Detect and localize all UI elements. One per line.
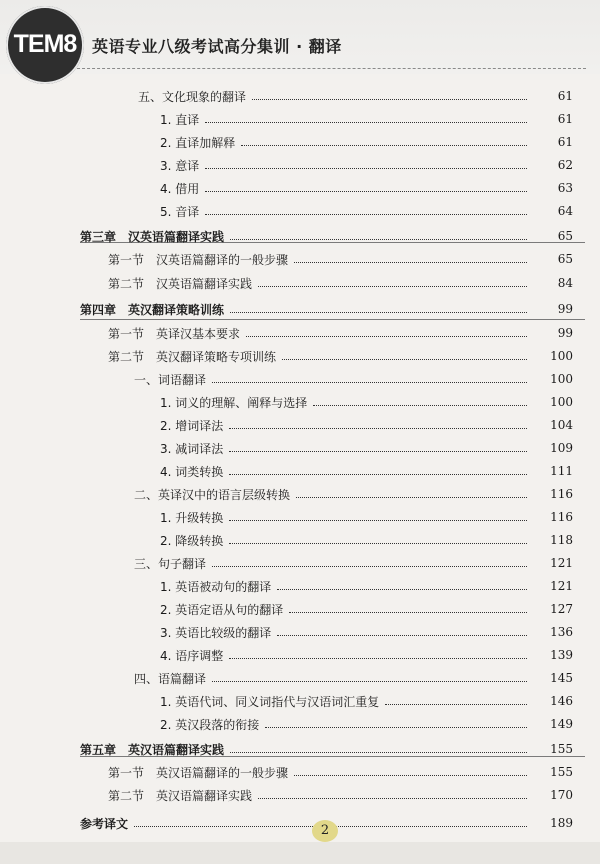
toc-entry-page: 149 bbox=[550, 717, 573, 731]
leader-dots bbox=[229, 658, 527, 659]
toc-entry[interactable] bbox=[0, 690, 600, 712]
toc-entry-page: 61 bbox=[557, 135, 573, 149]
toc-entry-title: 第三章 汉英语篇翻译实践 bbox=[80, 229, 225, 244]
toc-entry-page: 145 bbox=[550, 671, 573, 685]
toc-entry-page: 63 bbox=[557, 181, 573, 195]
toc-entry-title: 二、英译汉中的语言层级转换 bbox=[134, 487, 291, 502]
toc-entry-page: 136 bbox=[550, 625, 573, 639]
toc-entry[interactable] bbox=[0, 154, 600, 176]
toc-entry-page: 121 bbox=[550, 556, 573, 570]
toc-entry-page: 170 bbox=[550, 788, 573, 802]
toc-entry-title: 三、句子翻译 bbox=[134, 556, 207, 571]
toc-entry-page: 146 bbox=[550, 694, 573, 708]
toc-entry[interactable] bbox=[0, 345, 600, 367]
leader-dots bbox=[282, 359, 527, 360]
toc-entry-title: 4. 词类转换 bbox=[160, 464, 224, 479]
leader-dots bbox=[258, 798, 527, 799]
toc-entry-page: 155 bbox=[550, 742, 573, 756]
toc-entry-title: 五、文化现象的翻译 bbox=[138, 89, 247, 104]
leader-dots bbox=[313, 405, 527, 406]
book-title: 英语专业八级考试高分集训 · 翻译 bbox=[92, 37, 342, 56]
toc-entry-page: 116 bbox=[550, 510, 573, 524]
toc-entry-title: 2. 增词译法 bbox=[160, 418, 224, 433]
toc-entry[interactable] bbox=[0, 644, 600, 666]
toc-entry-title: 2. 降级转换 bbox=[160, 533, 224, 548]
toc-entry-title: 1. 词义的理解、阐释与选择 bbox=[160, 395, 308, 410]
leader-dots bbox=[205, 122, 527, 123]
toc-entry-title: 1. 英语被动句的翻译 bbox=[160, 579, 272, 594]
leader-dots bbox=[229, 474, 527, 475]
leader-dots bbox=[205, 191, 527, 192]
leader-dots bbox=[294, 262, 527, 263]
leader-dots bbox=[246, 336, 527, 337]
toc-entry-title: 3. 减词译法 bbox=[160, 441, 224, 456]
leader-dots bbox=[258, 286, 527, 287]
toc-entry[interactable] bbox=[0, 177, 600, 199]
toc-entry-page: 116 bbox=[550, 487, 573, 501]
toc-entry[interactable] bbox=[0, 131, 600, 153]
leader-dots bbox=[230, 239, 527, 240]
toc-entry[interactable] bbox=[0, 761, 600, 783]
toc-entry[interactable] bbox=[0, 248, 600, 270]
leader-dots bbox=[230, 312, 527, 313]
toc-entry-page: 100 bbox=[550, 395, 573, 409]
toc-chapter-entry[interactable] bbox=[0, 298, 600, 320]
toc-entry[interactable] bbox=[0, 414, 600, 436]
toc-entry[interactable] bbox=[0, 322, 600, 344]
toc-entry-page: 62 bbox=[557, 158, 573, 172]
leader-dots bbox=[230, 752, 527, 753]
toc-entry-page: 100 bbox=[550, 372, 573, 386]
toc-entry-title: 第五章 英汉语篇翻译实践 bbox=[80, 742, 225, 757]
leader-dots bbox=[289, 612, 527, 613]
toc-entry-title: 2. 直译加解释 bbox=[160, 135, 236, 150]
leader-dots bbox=[229, 520, 527, 521]
toc-entry[interactable] bbox=[0, 391, 600, 413]
toc-entry[interactable] bbox=[0, 437, 600, 459]
toc-entry[interactable] bbox=[0, 621, 600, 643]
leader-dots bbox=[294, 775, 527, 776]
toc-entry-page: 121 bbox=[550, 579, 573, 593]
toc-entry[interactable] bbox=[0, 460, 600, 482]
toc-entry[interactable] bbox=[0, 575, 600, 597]
toc-entry-page: 61 bbox=[557, 112, 573, 126]
toc-entry-title: 参考译文 bbox=[80, 816, 129, 831]
toc-entry-page: 111 bbox=[550, 464, 573, 478]
toc-entry[interactable] bbox=[0, 529, 600, 551]
toc-entry[interactable] bbox=[0, 200, 600, 222]
toc-entry-title: 第二节 英汉语篇翻译实践 bbox=[108, 788, 253, 803]
leader-dots bbox=[212, 681, 527, 682]
toc-entry-page: 155 bbox=[550, 765, 573, 779]
toc-entry[interactable] bbox=[0, 483, 600, 505]
toc-entry-title: 1. 升级转换 bbox=[160, 510, 224, 525]
leader-dots bbox=[212, 566, 527, 567]
leader-dots bbox=[229, 543, 527, 544]
toc-entry-page: 64 bbox=[557, 204, 573, 218]
page-number-badge bbox=[312, 820, 338, 842]
leader-dots bbox=[277, 589, 527, 590]
toc-entry-title: 第一节 英汉语篇翻译的一般步骤 bbox=[108, 765, 289, 780]
toc-entry[interactable] bbox=[0, 667, 600, 689]
toc-entry-title: 2. 英汉段落的衔接 bbox=[160, 717, 260, 732]
toc-entry-page: 109 bbox=[550, 441, 573, 455]
leader-dots bbox=[229, 451, 527, 452]
toc-entry-page: 99 bbox=[557, 302, 573, 316]
toc-entry-page: 65 bbox=[557, 229, 573, 243]
toc-entry[interactable] bbox=[0, 598, 600, 620]
toc-entry-page: 127 bbox=[550, 602, 573, 616]
toc-entry[interactable] bbox=[0, 368, 600, 390]
toc-entry-title: 第一节 英译汉基本要求 bbox=[108, 326, 241, 341]
toc-entry[interactable] bbox=[0, 85, 600, 107]
leader-dots bbox=[212, 382, 527, 383]
leader-dots bbox=[205, 214, 527, 215]
toc-entry-page: 84 bbox=[557, 276, 573, 290]
toc-entry-title: 3. 英语比较级的翻译 bbox=[160, 625, 272, 640]
toc-entry-page: 118 bbox=[550, 533, 573, 547]
toc-entry-page: 139 bbox=[550, 648, 573, 662]
toc-entry-title: 2. 英语定语从句的翻译 bbox=[160, 602, 284, 617]
logo-text: TEM8 bbox=[13, 30, 77, 58]
toc-entry-page: 61 bbox=[557, 89, 573, 103]
leader-dots bbox=[296, 497, 527, 498]
toc-entry-title: 一、词语翻译 bbox=[134, 372, 207, 387]
leader-dots bbox=[277, 635, 527, 636]
toc-entry[interactable] bbox=[0, 552, 600, 574]
toc-entry-title: 1. 直译 bbox=[160, 112, 200, 127]
toc-entry-title: 4. 借用 bbox=[160, 181, 200, 196]
toc-entry-title: 1. 英语代词、同义词指代与汉语词汇重复 bbox=[160, 694, 380, 709]
toc-entry-page: 65 bbox=[557, 252, 573, 266]
toc-chapter-entry[interactable] bbox=[0, 225, 600, 247]
toc-entry[interactable] bbox=[0, 108, 600, 130]
leader-dots bbox=[241, 145, 527, 146]
toc-entry-title: 第一节 汉英语篇翻译的一般步骤 bbox=[108, 252, 289, 267]
leader-dots bbox=[385, 704, 527, 705]
leader-dots bbox=[265, 727, 527, 728]
footer-band bbox=[0, 842, 600, 864]
toc-entry-title: 四、语篇翻译 bbox=[134, 671, 207, 686]
toc-chapter-entry[interactable] bbox=[0, 738, 600, 760]
toc-entry-page: 99 bbox=[557, 326, 573, 340]
toc-entry-title: 3. 意译 bbox=[160, 158, 200, 173]
toc-entry[interactable] bbox=[0, 713, 600, 735]
toc-entry-title: 第四章 英汉翻译策略训练 bbox=[80, 302, 225, 317]
toc-entry-title: 第二节 英汉翻译策略专项训练 bbox=[108, 349, 277, 364]
toc-entry-title: 4. 语序调整 bbox=[160, 648, 224, 663]
leader-dots bbox=[205, 168, 527, 169]
toc-entry-page: 189 bbox=[550, 816, 573, 830]
leader-dots bbox=[252, 99, 527, 100]
toc-reference-entry[interactable] bbox=[0, 812, 600, 834]
toc-entry[interactable] bbox=[0, 784, 600, 806]
leader-dots bbox=[229, 428, 527, 429]
toc-entry-page: 104 bbox=[550, 418, 573, 432]
page-number: 2 bbox=[320, 823, 330, 838]
toc-entry[interactable] bbox=[0, 506, 600, 528]
toc-entry[interactable] bbox=[0, 272, 600, 294]
toc-entry-page: 100 bbox=[550, 349, 573, 363]
toc-entry-title: 5. 音译 bbox=[160, 204, 200, 219]
toc-entry-title: 第二节 汉英语篇翻译实践 bbox=[108, 276, 253, 291]
